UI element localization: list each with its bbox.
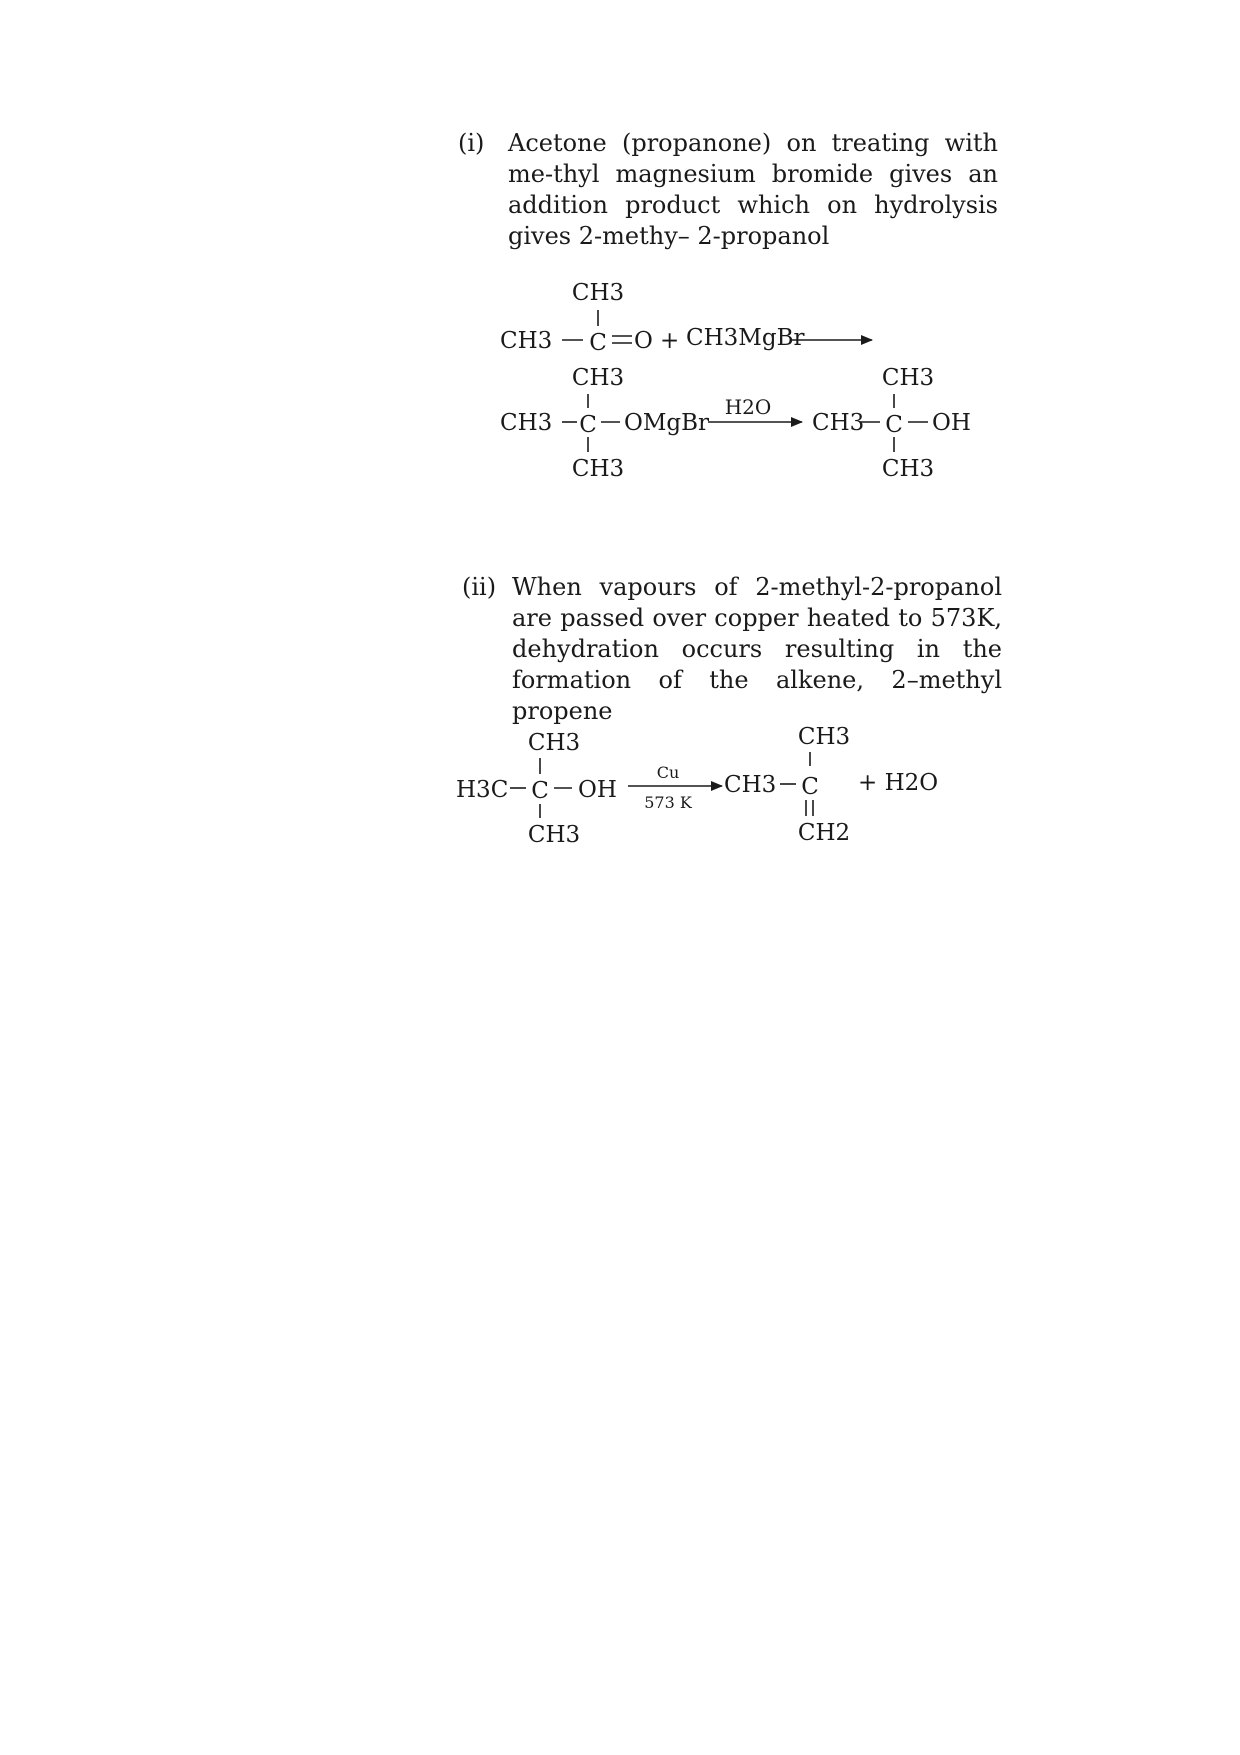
- reactant-top-ch3: CH3: [527, 730, 581, 756]
- catalyst-label: Cu: [656, 763, 680, 782]
- product-bottom-ch3: CH3: [881, 456, 935, 482]
- plus-sign: +: [660, 328, 680, 354]
- intermediate-structure: [500, 365, 709, 482]
- acetone-left-ch3: CH3: [500, 328, 553, 354]
- acetone-oxygen: O: [634, 328, 653, 354]
- acetone-structure: [500, 280, 653, 356]
- alcohol-product-structure: [812, 365, 971, 482]
- hydrolysis-reagent: H2O: [724, 395, 772, 419]
- acetone-center-c: C: [589, 330, 607, 356]
- intermediate-bottom-ch3: CH3: [571, 456, 625, 482]
- intermediate-left-ch3: CH3: [500, 410, 553, 436]
- alkene-top-ch3: CH3: [797, 724, 851, 750]
- temperature-label: 573 K: [644, 793, 692, 812]
- reactant-bottom-ch3: CH3: [527, 822, 581, 848]
- reactant-left-h3c: H3C: [456, 777, 509, 803]
- acetone-top-ch3: CH3: [571, 280, 625, 306]
- section-ii-marker: (ii): [462, 573, 497, 601]
- reactant-center-c: C: [531, 778, 549, 804]
- alkene-product-structure: [724, 724, 850, 846]
- intermediate-omgbr: OMgBr: [624, 410, 710, 436]
- intermediate-center-c: C: [579, 412, 597, 438]
- intermediate-top-ch3: CH3: [571, 365, 625, 391]
- alkene-center-c: C: [801, 774, 819, 800]
- product-left-ch3: CH3: [812, 410, 865, 436]
- alkene-bottom-ch2: CH2: [797, 820, 851, 846]
- section-i-text: Acetone (propanone) on treating with me-thyl magnesium bromide gives an addition product which on hydrolysis gives 2-methy– 2-propanol: [508, 129, 998, 250]
- section-i-marker: (i): [458, 129, 485, 157]
- reactant-oh: OH: [578, 777, 617, 803]
- product-top-ch3: CH3: [881, 365, 935, 391]
- product-oh: OH: [932, 410, 971, 436]
- alkene-left-ch3: CH3: [724, 772, 777, 798]
- section-ii-text: When vapours of 2-methyl-2-propanol are passed over copper heated to 573K, dehydration occurs resulting in the formation of the alkene, 2–methyl propene: [512, 573, 1002, 725]
- alcohol-reactant-structure: [456, 730, 617, 848]
- water-byproduct: + H2O: [858, 770, 939, 796]
- product-center-c: C: [885, 412, 903, 438]
- grignard-reagent: CH3MgBr: [686, 325, 805, 351]
